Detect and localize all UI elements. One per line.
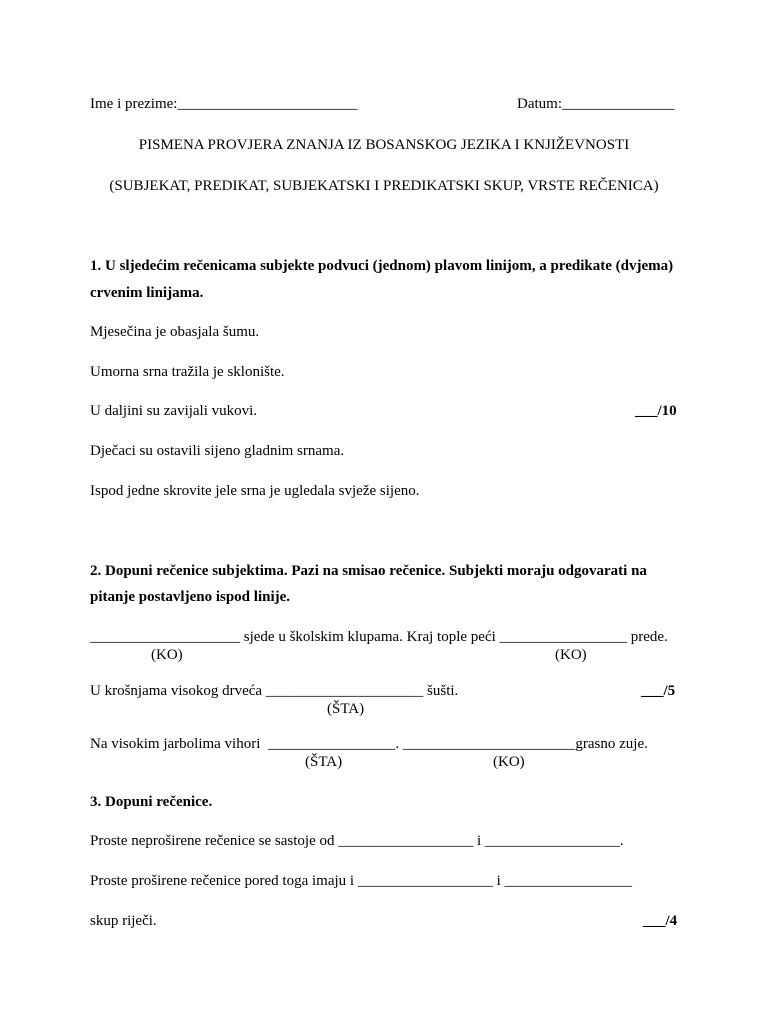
task2-row3-hint-b: (KO): [493, 754, 525, 770]
name-field: Ime i prezime:________________________: [90, 96, 358, 112]
task3-line2: Proste proširene rečenice pored toga imaju i __________________ i _________________: [90, 873, 632, 889]
task2-row2-hint: (ŠTA): [327, 701, 365, 717]
task1-sentence-2: Umorna srna tražila je sklonište.: [90, 364, 285, 380]
task2-row1-hint-a: (KO): [151, 647, 183, 663]
page-subtitle: (SUBJEKAT, PREDIKAT, SUBJEKATSKI I PREDIKATSKI SKUP, VRSTE REČENICA): [109, 178, 659, 194]
task3-instruction: 3. Dopuni rečenice.: [90, 794, 213, 810]
task1-sentence-4: Dječaci su ostavili sijeno gladnim srnama.: [90, 443, 345, 459]
date-field: Datum:_______________: [517, 96, 675, 112]
task1-instruction-line1: 1. U sljedećim rečenicama subjekte podvuci (jednom) plavom linijom, a predikate (dvjema): [90, 258, 674, 274]
task3-score: ___/4: [643, 913, 678, 929]
task3-line3: skup riječi.: [90, 913, 157, 929]
task1-score: ___/10: [635, 403, 677, 419]
task2-row3: Na visokim jarbolima vihori _________________. _______________________grasno zuje.: [90, 736, 648, 752]
task2-score: ___/5: [641, 683, 676, 699]
task2-row1: ____________________ sjede u školskim klupama. Kraj tople peći _________________ prede.: [90, 629, 668, 645]
task2-instruction-line1: 2. Dopuni rečenice subjektima. Pazi na smisao rečenice. Subjekti moraju odgovarati na: [90, 563, 647, 579]
task1-instruction-line2: crvenim linijama.: [90, 285, 204, 301]
task1-sentence-1: Mjesečina je obasjala šumu.: [90, 324, 260, 340]
page-title: PISMENA PROVJERA ZNANJA IZ BOSANSKOG JEZIKA I KNJIŽEVNOSTI: [138, 137, 630, 153]
task2-row2: U krošnjama visokog drveća _____________________ šušti.: [90, 683, 459, 699]
task1-sentence-5: Ispod jedne skrovite jele srna je ugledala svježe sijeno.: [90, 483, 420, 499]
task3-line1: Proste neproširene rečenice se sastoje od __________________ i __________________.: [90, 833, 624, 849]
task1-sentence-3: U daljini su zavijali vukovi.: [90, 403, 258, 419]
task2-instruction-line2: pitanje postavljeno ispod linije.: [90, 589, 291, 605]
task2-row1-hint-b: (KO): [555, 647, 587, 663]
task2-row3-hint-a: (ŠTA): [305, 754, 343, 770]
